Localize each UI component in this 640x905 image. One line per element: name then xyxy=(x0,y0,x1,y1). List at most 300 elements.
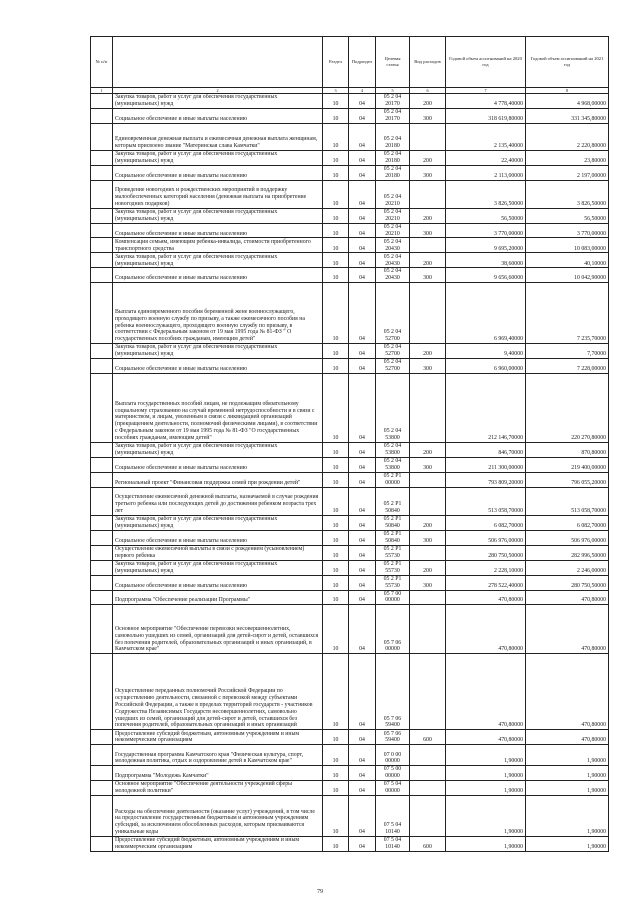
row-number xyxy=(91,150,113,165)
row-amount-2020: 1,90000 xyxy=(446,781,526,796)
row-amount-2021: 40,10000 xyxy=(526,253,609,268)
row-name: Государственная программа Камчатского края "Физическая культура, спорт, молодежная политика, отдых и оздоровление детей в Камчатском крае" xyxy=(113,745,323,766)
row-target-article: 05 2 04 20180 xyxy=(376,165,410,180)
table-header-row xyxy=(91,37,609,88)
table-row xyxy=(91,654,609,730)
row-amount-2020: 3 826,50000 xyxy=(446,180,526,208)
row-section: 10 xyxy=(323,575,349,590)
row-expense-type: 200 xyxy=(410,208,446,223)
table-row xyxy=(91,253,609,268)
row-expense-type xyxy=(410,605,446,654)
table-row xyxy=(91,165,609,180)
table-row xyxy=(91,560,609,575)
row-number xyxy=(91,560,113,575)
row-target-article: 05 7 06 59400 xyxy=(376,730,410,745)
row-name: Предоставление субсидий бюджетным, автономным учреждениям и иным некоммерческим организациям xyxy=(113,730,323,745)
table-row xyxy=(91,796,609,837)
column-number: 5 xyxy=(376,88,410,94)
row-number xyxy=(91,472,113,487)
row-name: Осуществление переданных полномочий Российской Федерации по осуществлению деятельности, связанной с перевозкой между субъектами Российской Федерации, а также в пределах территорий государств - участников Содружества Независимых Государств несовершеннолетних, самовольно ушедших из семей, организаций для детей-сирот и детей, оставшихся без попечения родителей, образовательных организаций и иных организаций xyxy=(113,654,323,730)
row-amount-2021: 331 345,80000 xyxy=(526,109,609,124)
table-row xyxy=(91,374,609,443)
row-amount-2021: 470,80000 xyxy=(526,590,609,605)
row-subsection: 04 xyxy=(349,458,376,473)
row-section: 10 xyxy=(323,150,349,165)
row-name: Закупка товаров, работ и услуг для обеспечения государственных (муниципальных) нужд xyxy=(113,94,323,109)
row-name: Социальное обеспечение и иные выплаты населению xyxy=(113,109,323,124)
row-number xyxy=(91,208,113,223)
row-subsection: 04 xyxy=(349,123,376,150)
row-amount-2021: 1,90000 xyxy=(526,837,609,852)
row-section: 10 xyxy=(323,458,349,473)
row-target-article: 05 2 04 20170 xyxy=(376,109,410,124)
column-number: 3 xyxy=(323,88,349,94)
table-row xyxy=(91,472,609,487)
row-subsection: 04 xyxy=(349,745,376,766)
row-target-article: 05 2 P1 55730 xyxy=(376,545,410,560)
row-amount-2021: 220 270,80000 xyxy=(526,374,609,443)
row-expense-type xyxy=(410,487,446,515)
row-target-article: 05 2 04 53800 xyxy=(376,458,410,473)
row-amount-2020: 22,40000 xyxy=(446,150,526,165)
row-expense-type xyxy=(410,283,446,344)
header-expense-type: Вид расходов xyxy=(410,37,446,88)
row-expense-type: 200 xyxy=(410,344,446,359)
row-expense-type: 200 xyxy=(410,443,446,458)
budget-table xyxy=(90,36,609,852)
row-name: Подпрограмма "Обеспечение реализации Программы" xyxy=(113,590,323,605)
table-row xyxy=(91,123,609,150)
row-amount-2021: 282 996,50000 xyxy=(526,545,609,560)
row-section: 10 xyxy=(323,268,349,283)
row-amount-2021: 219 400,00000 xyxy=(526,458,609,473)
row-section: 10 xyxy=(323,165,349,180)
row-expense-type xyxy=(410,472,446,487)
row-name: Осуществление ежемесячной выплаты в связи с рождением (усыновлением) первого ребенка xyxy=(113,545,323,560)
row-subsection: 04 xyxy=(349,487,376,515)
row-subsection: 04 xyxy=(349,359,376,374)
table-row xyxy=(91,94,609,109)
row-amount-2021: 4 968,00000 xyxy=(526,94,609,109)
row-section: 10 xyxy=(323,374,349,443)
row-amount-2020: 278 522,40000 xyxy=(446,575,526,590)
row-amount-2020: 318 619,80000 xyxy=(446,109,526,124)
row-target-article: 05 2 04 20180 xyxy=(376,150,410,165)
row-target-article: 07 5 04 10140 xyxy=(376,796,410,837)
row-subsection: 04 xyxy=(349,374,376,443)
row-section: 10 xyxy=(323,94,349,109)
row-expense-type xyxy=(410,745,446,766)
table-row xyxy=(91,605,609,654)
row-name: Основное мероприятие "Обеспечение деятельности учреждений сферы молодежной политики" xyxy=(113,781,323,796)
row-expense-type: 300 xyxy=(410,268,446,283)
row-section: 10 xyxy=(323,487,349,515)
table-row xyxy=(91,530,609,545)
row-amount-2021: 7,70000 xyxy=(526,344,609,359)
row-name: Осуществление ежемесячной денежной выплаты, назначаемой в случае рождения третьего ребенка или последующих детей до достижения ребенком возраста трех лет xyxy=(113,487,323,515)
row-amount-2020: 1,90000 xyxy=(446,766,526,781)
row-number xyxy=(91,515,113,530)
row-amount-2020: 1,90000 xyxy=(446,837,526,852)
row-expense-type xyxy=(410,180,446,208)
row-target-article: 05 2 04 20210 xyxy=(376,223,410,238)
row-section: 10 xyxy=(323,443,349,458)
row-section: 10 xyxy=(323,781,349,796)
row-amount-2020: 3 770,00000 xyxy=(446,223,526,238)
row-number xyxy=(91,545,113,560)
table-row xyxy=(91,745,609,766)
row-expense-type: 600 xyxy=(410,837,446,852)
row-target-article: 05 2 04 52700 xyxy=(376,359,410,374)
row-target-article: 05 2 04 20430 xyxy=(376,253,410,268)
table-row xyxy=(91,781,609,796)
row-name: Закупка товаров, работ и услуг для обеспечения государственных (муниципальных) нужд xyxy=(113,560,323,575)
row-amount-2020: 470,80000 xyxy=(446,654,526,730)
row-subsection: 04 xyxy=(349,530,376,545)
row-amount-2020: 4 778,40000 xyxy=(446,94,526,109)
row-name: Социальное обеспечение и иные выплаты населению xyxy=(113,268,323,283)
row-name: Закупка товаров, работ и услуг для обеспечения государственных (муниципальных) нужд xyxy=(113,150,323,165)
row-target-article: 05 2 04 52700 xyxy=(376,344,410,359)
row-amount-2021: 1,90000 xyxy=(526,745,609,766)
row-name: Выплата единовременного пособия беременной жене военнослужащего, проходящего военную службу по призыву, а также ежемесячного пособия на ребенка военнослужащего, проходящего военную службу по призыву, в соответствии с Федеральным законом от 19 мая 1995 года № 81-ФЗ " О государственных пособиях гражданам, имеющим детей" xyxy=(113,283,323,344)
row-number xyxy=(91,359,113,374)
row-number xyxy=(91,796,113,837)
row-expense-type xyxy=(410,374,446,443)
row-amount-2021: 470,80000 xyxy=(526,730,609,745)
row-section: 10 xyxy=(323,472,349,487)
row-subsection: 04 xyxy=(349,766,376,781)
row-amount-2021: 56,50000 xyxy=(526,208,609,223)
row-expense-type: 300 xyxy=(410,575,446,590)
row-number xyxy=(91,730,113,745)
header-amount-2021: Годовой объем ассигнований на 2021 год xyxy=(526,37,609,88)
row-name: Подпрограмма "Молодежь Камчатки" xyxy=(113,766,323,781)
row-amount-2020: 793 809,20000 xyxy=(446,472,526,487)
row-amount-2021: 2 197,00000 xyxy=(526,165,609,180)
row-number xyxy=(91,781,113,796)
row-target-article: 05 2 04 20180 xyxy=(376,123,410,150)
row-amount-2021: 3 770,00000 xyxy=(526,223,609,238)
row-number xyxy=(91,654,113,730)
table-row xyxy=(91,487,609,515)
row-target-article: 05 2 04 52700 xyxy=(376,283,410,344)
row-number xyxy=(91,94,113,109)
column-number: 4 xyxy=(349,88,376,94)
row-subsection: 04 xyxy=(349,208,376,223)
row-target-article: 05 2 04 20430 xyxy=(376,238,410,253)
header-name xyxy=(113,37,323,88)
row-name: Проведение новогодних и рождественских мероприятий в поддержку малообеспеченных категорий населения (денежная выплата на приобретение новогодних подарков) xyxy=(113,180,323,208)
row-expense-type xyxy=(410,238,446,253)
row-target-article: 05 2 04 20210 xyxy=(376,180,410,208)
row-subsection: 04 xyxy=(349,165,376,180)
row-target-article: 05 2 P1 55730 xyxy=(376,560,410,575)
row-expense-type: 200 xyxy=(410,94,446,109)
row-expense-type: 200 xyxy=(410,253,446,268)
row-amount-2020: 212 146,70000 xyxy=(446,374,526,443)
row-expense-type: 600 xyxy=(410,730,446,745)
row-subsection: 04 xyxy=(349,443,376,458)
table-row xyxy=(91,344,609,359)
table-row xyxy=(91,766,609,781)
row-section: 10 xyxy=(323,530,349,545)
row-expense-type xyxy=(410,796,446,837)
row-target-article: 05 2 P1 00000 xyxy=(376,472,410,487)
row-expense-type xyxy=(410,654,446,730)
table-row xyxy=(91,268,609,283)
row-amount-2021: 470,80000 xyxy=(526,605,609,654)
table-row xyxy=(91,359,609,374)
row-subsection: 04 xyxy=(349,605,376,654)
row-number xyxy=(91,374,113,443)
row-target-article: 05 2 04 20210 xyxy=(376,208,410,223)
row-amount-2021: 870,80000 xyxy=(526,443,609,458)
row-target-article: 05 2 P1 50840 xyxy=(376,487,410,515)
row-subsection: 04 xyxy=(349,268,376,283)
row-section: 10 xyxy=(323,560,349,575)
row-name: Социальное обеспечение и иные выплаты населению xyxy=(113,458,323,473)
row-amount-2021: 1,90000 xyxy=(526,781,609,796)
row-amount-2020: 1,90000 xyxy=(446,745,526,766)
header-target-article: Целевая статья xyxy=(376,37,410,88)
header-subsection: Подраздел xyxy=(349,37,376,88)
row-amount-2021: 7 228,00000 xyxy=(526,359,609,374)
row-section: 10 xyxy=(323,605,349,654)
row-number xyxy=(91,458,113,473)
row-amount-2020: 56,50000 xyxy=(446,208,526,223)
row-amount-2020: 9 695,20000 xyxy=(446,238,526,253)
row-subsection: 04 xyxy=(349,515,376,530)
row-name: Закупка товаров, работ и услуг для обеспечения государственных (муниципальных) нужд xyxy=(113,344,323,359)
row-amount-2020: 513 058,70000 xyxy=(446,487,526,515)
row-amount-2020: 1,90000 xyxy=(446,796,526,837)
row-amount-2020: 470,80000 xyxy=(446,605,526,654)
row-amount-2021: 1,90000 xyxy=(526,766,609,781)
row-section: 10 xyxy=(323,253,349,268)
table-row xyxy=(91,109,609,124)
row-amount-2021: 3 826,50000 xyxy=(526,180,609,208)
row-number xyxy=(91,837,113,852)
row-subsection: 04 xyxy=(349,796,376,837)
row-section: 10 xyxy=(323,515,349,530)
page-number: 79 xyxy=(317,889,323,895)
row-subsection: 04 xyxy=(349,590,376,605)
row-amount-2021: 10 042,90000 xyxy=(526,268,609,283)
row-target-article: 07 5 04 00000 xyxy=(376,781,410,796)
row-number xyxy=(91,123,113,150)
row-name: Региональный проект "Финансовая поддержка семей при рождении детей" xyxy=(113,472,323,487)
column-number: 1 xyxy=(91,88,113,94)
row-section: 10 xyxy=(323,238,349,253)
row-name: Единовременная денежная выплата и ежемесячная денежная выплата женщинам, которым присвоено звание "Материнская слава Камчатки" xyxy=(113,123,323,150)
row-amount-2021: 796 055,20000 xyxy=(526,472,609,487)
row-amount-2020: 38,60000 xyxy=(446,253,526,268)
row-expense-type xyxy=(410,590,446,605)
row-number xyxy=(91,443,113,458)
table-row xyxy=(91,223,609,238)
row-amount-2020: 470,80000 xyxy=(446,730,526,745)
row-name: Закупка товаров, работ и услуг для обеспечения государственных (муниципальных) нужд xyxy=(113,208,323,223)
row-name: Социальное обеспечение и иные выплаты населению xyxy=(113,359,323,374)
row-number xyxy=(91,605,113,654)
row-amount-2020: 9 656,60000 xyxy=(446,268,526,283)
row-name: Расходы на обеспечение деятельности (оказание услуг) учреждений, в том числе на предоставление государственным бюджетным и автономным учреждениям субсидий, за исключением обособленных расходов, которым присваиваются уникальные коды xyxy=(113,796,323,837)
row-amount-2021: 2 220,80000 xyxy=(526,123,609,150)
table-row xyxy=(91,283,609,344)
row-section: 10 xyxy=(323,745,349,766)
row-section: 10 xyxy=(323,837,349,852)
table-row xyxy=(91,458,609,473)
row-amount-2021: 10 083,00000 xyxy=(526,238,609,253)
row-amount-2021: 2 246,00000 xyxy=(526,560,609,575)
row-target-article: 07 5 04 10140 xyxy=(376,837,410,852)
row-amount-2021: 6 082,70000 xyxy=(526,515,609,530)
column-number: 8 xyxy=(526,88,609,94)
row-subsection: 04 xyxy=(349,344,376,359)
table-row xyxy=(91,590,609,605)
row-section: 10 xyxy=(323,109,349,124)
row-amount-2020: 9,40000 xyxy=(446,344,526,359)
row-subsection: 04 xyxy=(349,150,376,165)
row-name: Социальное обеспечение и иные выплаты населению xyxy=(113,165,323,180)
row-amount-2021: 7 235,70000 xyxy=(526,283,609,344)
row-expense-type xyxy=(410,766,446,781)
row-name: Социальное обеспечение и иные выплаты населению xyxy=(113,530,323,545)
row-amount-2021: 1,90000 xyxy=(526,796,609,837)
row-expense-type: 200 xyxy=(410,560,446,575)
row-amount-2020: 846,70000 xyxy=(446,443,526,458)
row-name: Предоставление субсидий бюджетным, автономным учреждениям и иным некоммерческим организациям xyxy=(113,837,323,852)
row-subsection: 04 xyxy=(349,223,376,238)
row-number xyxy=(91,487,113,515)
row-target-article: 05 7 06 00000 xyxy=(376,605,410,654)
row-target-article: 05 2 04 20430 xyxy=(376,268,410,283)
row-expense-type: 300 xyxy=(410,165,446,180)
row-section: 10 xyxy=(323,654,349,730)
row-target-article: 05 7 06 59400 xyxy=(376,654,410,730)
row-subsection: 04 xyxy=(349,238,376,253)
column-number: 6 xyxy=(410,88,446,94)
row-subsection: 04 xyxy=(349,472,376,487)
table-row xyxy=(91,515,609,530)
row-expense-type: 300 xyxy=(410,458,446,473)
row-name: Основное мероприятие "Обеспечение перевозки несовершеннолетних, самовольно ушедших из семей, организаций для детей-сирот и детей, оставшихся без попечения родителей, образовательных организаций и иных организаций, в Камчатском крае" xyxy=(113,605,323,654)
row-expense-type xyxy=(410,123,446,150)
row-amount-2020: 280 750,50000 xyxy=(446,545,526,560)
row-subsection: 04 xyxy=(349,283,376,344)
row-section: 10 xyxy=(323,766,349,781)
row-expense-type: 300 xyxy=(410,223,446,238)
row-target-article: 07 0 00 00000 xyxy=(376,745,410,766)
row-section: 10 xyxy=(323,590,349,605)
row-amount-2020: 6 960,00000 xyxy=(446,359,526,374)
row-target-article: 05 2 P1 50840 xyxy=(376,530,410,545)
row-expense-type: 300 xyxy=(410,109,446,124)
row-amount-2021: 506 976,00000 xyxy=(526,530,609,545)
row-amount-2020: 470,80000 xyxy=(446,590,526,605)
row-number xyxy=(91,180,113,208)
row-subsection: 04 xyxy=(349,180,376,208)
table-row xyxy=(91,837,609,852)
row-subsection: 04 xyxy=(349,545,376,560)
row-amount-2020: 506 976,00000 xyxy=(446,530,526,545)
row-number xyxy=(91,268,113,283)
row-subsection: 04 xyxy=(349,575,376,590)
row-name: Закупка товаров, работ и услуг для обеспечения государственных (муниципальных) нужд xyxy=(113,515,323,530)
row-expense-type xyxy=(410,545,446,560)
table-row xyxy=(91,443,609,458)
table-row xyxy=(91,180,609,208)
table-row xyxy=(91,730,609,745)
row-target-article: 05 2 04 53800 xyxy=(376,374,410,443)
row-section: 10 xyxy=(323,344,349,359)
row-section: 10 xyxy=(323,545,349,560)
row-name: Выплата государственных пособий лицам, не подлежащим обязательному социальному страхованию на случай временной нетрудоспособности и в связи с материнством, и лицам, уволенным в связи с ликвидацией организаций (прекращением деятельности, полномочий физическими лицами), в соответствии с Федеральным законом от 19 мая 1995 года № 81-ФЗ "О государственных пособиях гражданам, имеющим детей" xyxy=(113,374,323,443)
row-amount-2020: 211 300,00000 xyxy=(446,458,526,473)
row-number xyxy=(91,766,113,781)
column-number: 7 xyxy=(446,88,526,94)
row-amount-2020: 2 135,40000 xyxy=(446,123,526,150)
table-row xyxy=(91,208,609,223)
row-number xyxy=(91,109,113,124)
header-amount-2020: Годовой объем ассигнований на 2020 год xyxy=(446,37,526,88)
header-number: № п/п xyxy=(91,37,113,88)
table-row xyxy=(91,575,609,590)
row-amount-2020: 2 113,00000 xyxy=(446,165,526,180)
row-amount-2021: 23,80000 xyxy=(526,150,609,165)
row-number xyxy=(91,344,113,359)
row-section: 10 xyxy=(323,359,349,374)
table-row xyxy=(91,545,609,560)
row-section: 10 xyxy=(323,123,349,150)
row-amount-2021: 470,80000 xyxy=(526,654,609,730)
row-amount-2021: 513 058,70000 xyxy=(526,487,609,515)
row-target-article: 05 2 P1 55730 xyxy=(376,575,410,590)
row-subsection: 04 xyxy=(349,837,376,852)
row-amount-2020: 2 228,10000 xyxy=(446,560,526,575)
row-amount-2021: 280 750,50000 xyxy=(526,575,609,590)
row-target-article: 05 2 04 53800 xyxy=(376,443,410,458)
row-expense-type: 300 xyxy=(410,530,446,545)
row-name: Закупка товаров, работ и услуг для обеспечения государственных (муниципальных) нужд xyxy=(113,253,323,268)
table-row xyxy=(91,150,609,165)
row-section: 10 xyxy=(323,796,349,837)
row-section: 10 xyxy=(323,730,349,745)
row-subsection: 04 xyxy=(349,730,376,745)
row-expense-type: 200 xyxy=(410,150,446,165)
header-section: Раздел xyxy=(323,37,349,88)
row-amount-2020: 6 082,70000 xyxy=(446,515,526,530)
row-subsection: 04 xyxy=(349,560,376,575)
row-number xyxy=(91,165,113,180)
row-number xyxy=(91,238,113,253)
row-name: Социальное обеспечение и иные выплаты населению xyxy=(113,223,323,238)
table-row xyxy=(91,238,609,253)
row-expense-type: 200 xyxy=(410,515,446,530)
row-name: Социальное обеспечение и иные выплаты населению xyxy=(113,575,323,590)
row-target-article: 05 2 P1 50840 xyxy=(376,515,410,530)
row-subsection: 04 xyxy=(349,94,376,109)
row-number xyxy=(91,283,113,344)
row-section: 10 xyxy=(323,283,349,344)
row-section: 10 xyxy=(323,208,349,223)
row-number xyxy=(91,253,113,268)
row-name: Закупка товаров, работ и услуг для обеспечения государственных (муниципальных) нужд xyxy=(113,443,323,458)
row-number xyxy=(91,590,113,605)
row-amount-2020: 6 969,40000 xyxy=(446,283,526,344)
column-number: 2 xyxy=(113,88,323,94)
